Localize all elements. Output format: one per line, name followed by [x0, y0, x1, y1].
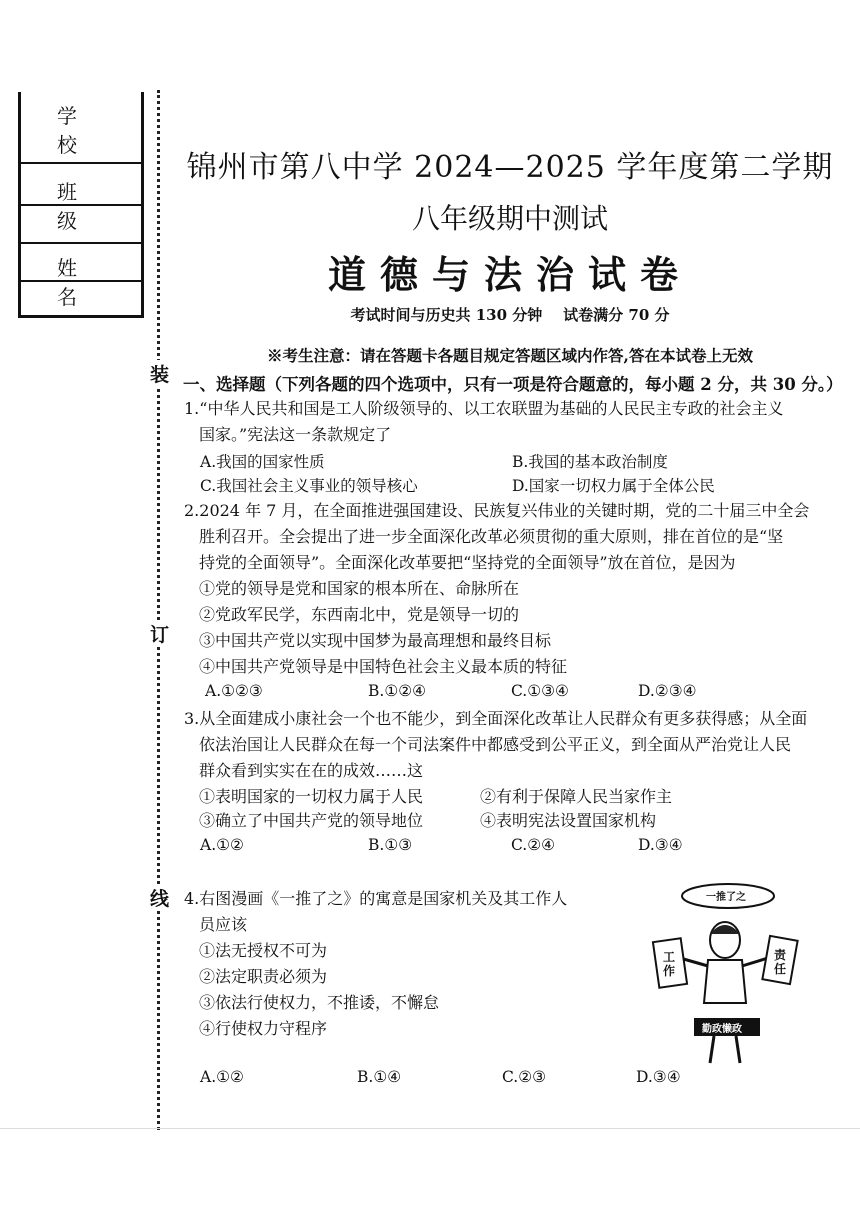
- cartoon-title: 一推了之: [706, 892, 746, 903]
- q3-item-2: ②有利于保障人民当家作主: [480, 787, 673, 806]
- page-bottom-edge: [0, 1128, 860, 1129]
- q1-option-c: C.我国社会主义事业的领导核心: [200, 477, 418, 495]
- q1-option-a: A.我国的国家性质: [200, 453, 325, 471]
- student-info-box: [18, 92, 144, 318]
- q4-item-3: ③依法行使权力，不推诿，不懈怠: [199, 993, 440, 1012]
- q2-item-3: ③中国共产党以实现中国梦为最高理想和最终目标: [199, 631, 552, 650]
- divider: [21, 280, 141, 282]
- binding-mark-xian: 线: [150, 884, 169, 911]
- q3-option-b: B.①③: [368, 836, 413, 854]
- q1-option-b: B.我国的基本政治制度: [512, 453, 668, 471]
- q2-line3: 持党的全面领导”。全面深化改革要把“坚持党的全面领导”放在首位，是因为: [199, 553, 736, 572]
- q4-option-a: A.①②: [200, 1068, 244, 1086]
- q2-item-1: ①党的领导是党和国家的根本所在、命脉所在: [199, 579, 520, 598]
- school-label: 学 校: [57, 104, 105, 157]
- name-label: 姓 名: [57, 256, 105, 309]
- q4-item-1: ①法无授权不可为: [199, 941, 328, 960]
- binding-mark-ding: 订: [150, 620, 169, 647]
- q2-option-d: D.②③④: [638, 682, 697, 700]
- binding-mark-zhuang: 装: [150, 360, 169, 387]
- binding-line: [157, 90, 160, 1130]
- section-heading: 一、选择题（下列各题的四个选项中，只有一项是符合题意的，每小题 2 分，共 30 分。）: [183, 375, 843, 394]
- q4-item-4: ④行使权力守程序: [199, 1019, 328, 1038]
- exam-subtitle: 八年级期中测试: [411, 202, 608, 235]
- cartoon-right-sign: 责任: [774, 948, 787, 976]
- exam-notice: ※考生注意：请在答题卡各题目规定答题区域内作答,答在本试卷上无效: [267, 346, 753, 365]
- divider: [21, 204, 141, 206]
- q3-option-c: C.②④: [511, 836, 556, 854]
- q3-line2: 依法治国让人民群众在每一个司法案件中都感受到公平正义，到全面从严治党让人民: [199, 735, 792, 754]
- cartoon-base-label: 勤政懒政: [702, 1024, 742, 1035]
- q2-option-c: C.①③④: [511, 682, 569, 700]
- class-label: 班 级: [57, 180, 105, 233]
- q3-item-1: ①表明国家的一切权力属于人民: [199, 787, 424, 806]
- q4-option-d: D.③④: [636, 1068, 681, 1086]
- q2-option-a: A.①②③: [205, 682, 263, 700]
- q3-item-4: ④表明宪法设置国家机构: [480, 811, 657, 830]
- q4-line1: 4.右图漫画《一推了之》的寓意是国家机关及其工作人: [184, 889, 568, 908]
- q3-line1: 3.从全面建成小康社会一个也不能少，到全面深化改革让人民群众有更多获得感；从全面: [184, 709, 808, 728]
- q2-option-b: B.①②④: [368, 682, 427, 700]
- q1-line1: 1.“中华人民共和国是工人阶级领导的、以工农联盟为基础的人民民主专政的社会主义: [184, 399, 784, 418]
- q3-option-d: D.③④: [638, 836, 683, 854]
- q3-line3: 群众看到实实在在的成效……这: [199, 761, 424, 780]
- paper-title: 道德与法治试卷: [327, 252, 692, 297]
- q4-line2: 员应该: [199, 915, 248, 934]
- q3-option-a: A.①②: [200, 836, 244, 854]
- exam-info: 考试时间与历史共 130 分钟 试卷满分 70 分: [350, 306, 670, 324]
- divider: [21, 162, 141, 164]
- q3-item-3: ③确立了中国共产党的领导地位: [199, 811, 424, 830]
- school-title: 锦州市第八中学 2024—2025 学年度第二学期: [186, 150, 834, 185]
- q2-item-2: ②党政军民学，东西南北中，党是领导一切的: [199, 605, 520, 624]
- divider: [21, 242, 141, 244]
- q2-item-4: ④中国共产党领导是中国特色社会主义最本质的特征: [199, 657, 568, 676]
- q2-line1: 2.2024 年 7 月，在全面推进强国建设、民族复兴伟业的关键时期，党的二十届三中全会: [184, 501, 810, 520]
- q1-option-d: D.国家一切权力属于全体公民: [512, 477, 715, 495]
- q4-item-2: ②法定职责必须为: [199, 967, 328, 986]
- q2-line2: 胜利召开。全会提出了进一步全面深化改革必须贯彻的重大原则，排在首位的是“坚: [199, 527, 784, 546]
- q4-option-b: B.①④: [357, 1068, 402, 1086]
- cartoon-illustration: [650, 878, 800, 1068]
- q1-line2: 国家。”宪法这一条款规定了: [199, 425, 392, 444]
- q4-option-c: C.②③: [502, 1068, 547, 1086]
- cartoon-left-sign: 工作: [663, 950, 676, 978]
